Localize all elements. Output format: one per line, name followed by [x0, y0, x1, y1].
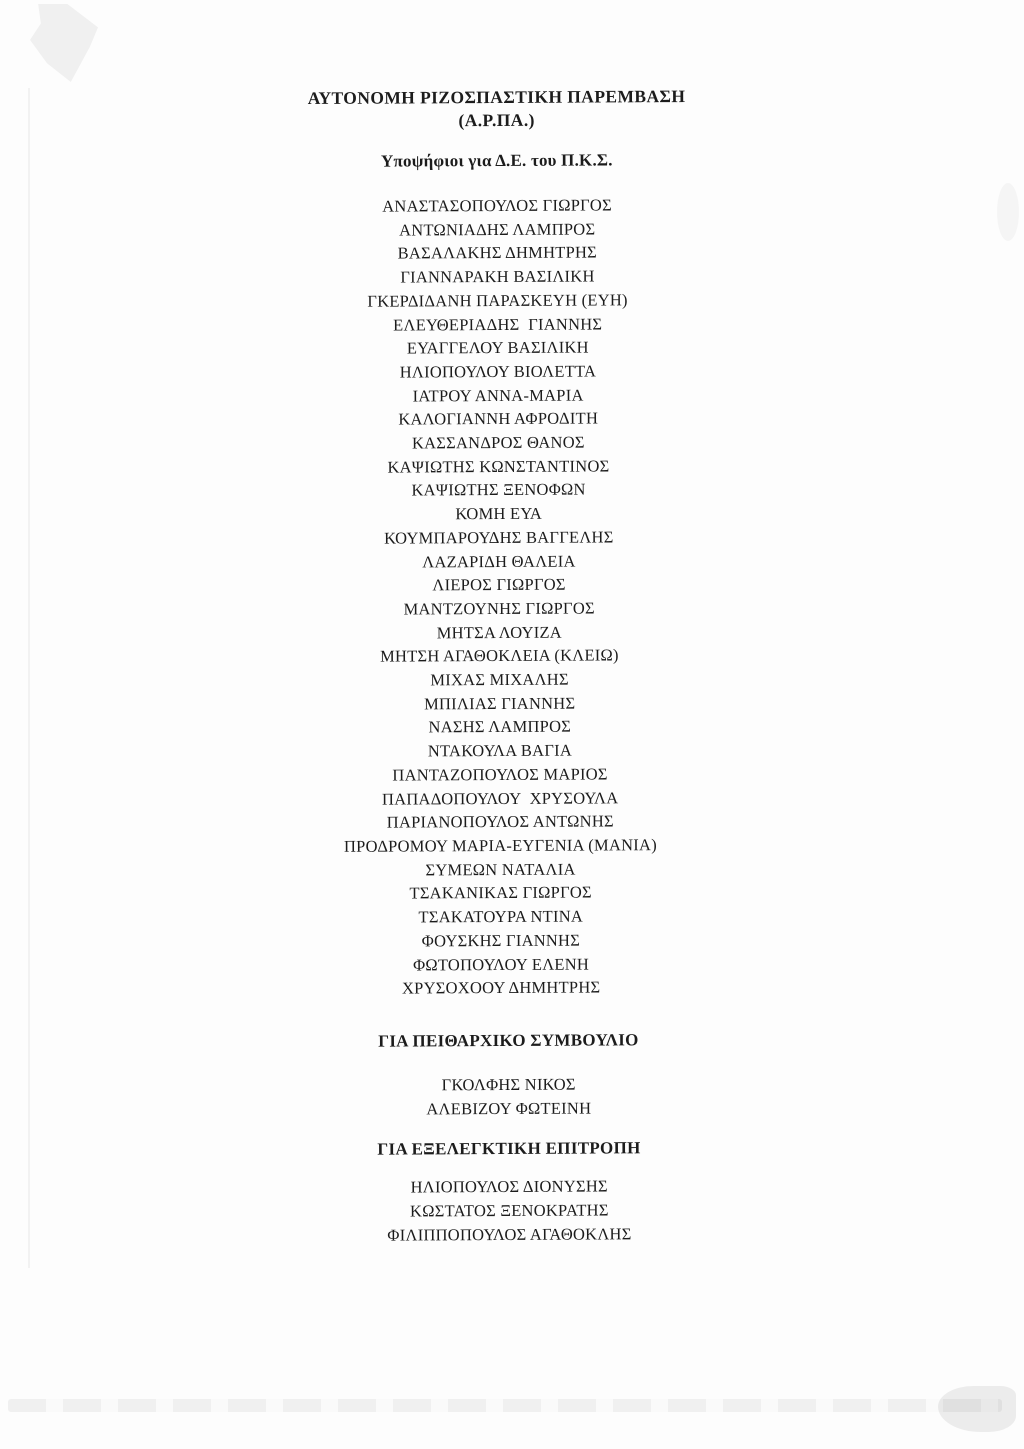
candidate-list-audit: [4, 1173, 1014, 1249]
candidate-name: ΚΩΣΤΑΤΟΣ ΞΕΝΟΚΡΑΤΗΣ: [409, 1200, 609, 1221]
candidate-name: ΧΡΥΣΟΧΟΟΥ ΔΗΜΗΤΡΗΣ: [401, 977, 601, 998]
candidate-name: ΑΝΤΩΝΙΑΔΗΣ ΛΑΜΠΡΟΣ: [399, 219, 596, 240]
candidate-name: ΠΡΟΔΡΟΜΟΥ ΜΑΡΙΑ-ΕΥΓΕΝΙΑ (ΜΑΝΙΑ): [343, 835, 657, 856]
candidate-name: ΠΑΠΑΔΟΠΟΥΛΟΥ ΧΡΥΣΟΥΛΑ: [381, 787, 619, 809]
candidate-name: ΓΙΑΝΝΑΡΑΚΗ ΒΑΣΙΛΙΚΗ: [400, 266, 595, 287]
candidate-name: ΕΥΑΓΓΕΛΟΥ ΒΑΣΙΛΙΚΗ: [406, 337, 589, 358]
candidate-name: ΠΑΝΤΑΖΟΠΟΥΛΟΣ ΜΑΡΙΟΣ: [392, 764, 608, 785]
scan-artifact-bottom-right: [938, 1386, 1016, 1432]
candidate-name: ΜΗΤΣΑ ΛΟΥΙΖΑ: [436, 622, 562, 642]
candidate-name: ΦΩΤΟΠΟΥΛΟΥ ΕΛΕΝΗ: [412, 954, 590, 974]
section-audit-committee: [4, 1135, 1015, 1249]
candidate-name: ΛΙΕΡΟΣ ΓΙΩΡΓΟΣ: [432, 574, 566, 595]
candidate-name: ΜΑΝΤΖΟΥΝΗΣ ΓΙΩΡΓΟΣ: [403, 598, 595, 619]
candidate-name: ΚΑΨΙΩΤΗΣ ΞΕΝΟΦΩΝ: [411, 479, 586, 500]
candidate-name: ΗΛΙΟΠΟΥΛΟΣ ΔΙΟΝΥΣΗΣ: [410, 1176, 608, 1197]
section-disciplinary-council: [3, 1026, 1013, 1123]
candidate-name: ΜΠΙΛΙΑΣ ΓΙΑΝΝΗΣ: [424, 693, 576, 714]
candidate-name: ΑΛΕΒΙΖΟΥ ΦΩΤΕΙΝΗ: [426, 1098, 592, 1118]
candidate-name: ΠΑΡΙΑΝΟΠΟΥΛΟΣ ΑΝΤΩΝΗΣ: [386, 811, 614, 832]
candidate-name: ΝΤΑΚΟΥΛΑ ΒΑΓΙΑ: [427, 740, 573, 761]
candidate-name: ΑΝΑΣΤΑΣΟΠΟΥΛΟΣ ΓΙΩΡΓΟΣ: [382, 195, 612, 216]
section-heading-audit: ΓΙΑ ΕΞΕΛΕΓΚΤΙΚΗ ΕΠΙΤΡΟΠΗ: [377, 1138, 641, 1159]
candidate-name: ΚΟΜΗ ΕΥΑ: [455, 503, 543, 524]
candidate-name: ΗΛΙΟΠΟΥΛΟΥ ΒΙΟΛΕΤΤΑ: [399, 361, 597, 382]
party-title: ΑΥΤΟΝΟΜΗ ΡΙΖΟΣΠΑΣΤΙΚΗ ΠΑΡΕΜΒΑΣΗ: [307, 86, 686, 108]
candidate-name: ΤΣΑΚΑΤΟΥΡΑ ΝΤΙΝΑ: [418, 906, 584, 927]
candidate-name: ΓΚΟΛΦΗΣ ΝΙΚΟΣ: [441, 1074, 576, 1095]
candidates-subtitle: Υποψήφιοι για Δ.Ε. του Π.Κ.Σ.: [380, 150, 613, 171]
candidate-name: ΚΟΥΜΠΑΡΟΥΔΗΣ ΒΑΓΓΕΛΗΣ: [384, 527, 614, 548]
candidate-name: ΕΛΕΥΘΕΡΙΑΔΗΣ ΓΙΑΝΝΗΣ: [393, 313, 603, 335]
candidate-name: ΙΑΤΡΟΥ ΑΝΝΑ-ΜΑΡΙΑ: [412, 385, 584, 406]
candidate-name: ΓΚΕΡΔΙΔΑΝΗ ΠΑΡΑΣΚΕΥΗ (ΕΥΗ): [367, 290, 628, 311]
candidate-name: ΒΑΣΑΛΑΚΗΣ ΔΗΜΗΤΡΗΣ: [397, 242, 598, 263]
candidate-name: ΚΑΛΟΓΙΑΝΝΗ ΑΦΡΟΔΙΤΗ: [398, 408, 599, 429]
candidate-name: ΜΙΧΑΣ ΜΙΧΑΛΗΣ: [430, 669, 569, 690]
section-heading-disciplinary: ΓΙΑ ΠΕΙΘΑΡΧΙΚΟ ΣΥΜΒΟΥΛΙΟ: [378, 1030, 639, 1051]
candidate-name: ΚΑΨΙΩΤΗΣ ΚΩΝΣΤΑΝΤΙΝΟΣ: [387, 456, 610, 477]
party-abbreviation: (Α.Ρ.ΠΑ.): [458, 109, 535, 131]
candidate-name: ΝΑΣΗΣ ΛΑΜΠΡΟΣ: [428, 717, 572, 737]
scan-artifact-bottom-band: [8, 1399, 1002, 1412]
candidate-name: ΜΗΤΣΗ ΑΓΑΘΟΚΛΕΙΑ (ΚΛΕΙΩ): [380, 645, 619, 666]
candidate-name: ΦΙΛΙΠΠΟΠΟΥΛΟΣ ΑΓΑΘΟΚΛΗΣ: [387, 1224, 632, 1245]
candidate-name: ΛΑΖΑΡΙΔΗ ΘΑΛΕΙΑ: [422, 551, 576, 571]
candidate-name: ΦΟΥΣΚΗΣ ΓΙΑΝΝΗΣ: [421, 930, 581, 951]
candidate-name: ΤΣΑΚΑΝΙΚΑΣ ΓΙΩΡΓΟΣ: [409, 882, 592, 903]
candidate-list-disciplinary: [4, 1070, 1014, 1123]
candidate-list-de: [0, 191, 1013, 1002]
candidate-name: ΚΑΣΣΑΝΔΡΟΣ ΘΑΝΟΣ: [411, 432, 585, 453]
candidate-name: ΣΥΜΕΩΝ ΝΑΤΑΛΙΑ: [425, 859, 576, 880]
